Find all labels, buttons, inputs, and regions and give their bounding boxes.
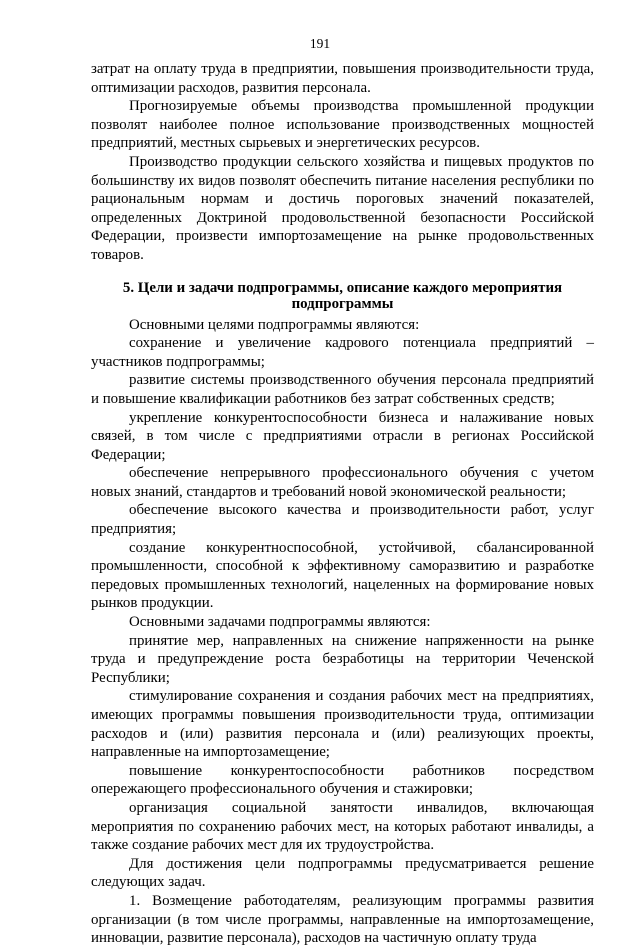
paragraph: Прогнозируемые объемы производства промышленной продукции позволят наиболее полное использование производственных мощностей предприятий, местных сырьевых и энергетических ресурсов. [91,98,594,152]
paragraph: Основными целями подпрограммы являются: [129,316,420,333]
paragraph: обеспечение высокого качества и производительности работ, услуг предприятия; [91,502,594,538]
paragraph: стимулирование сохранения и создания рабочих мест на предприятиях, имеющих программы повышения производительности труда, оптимизации расходов и (или) развития персонала и (или) реализующих проекты, направленные на импортозамещение; [91,688,594,761]
paragraph: Для достижения цели подпрограммы предусматривается решение следующих задач. [91,855,594,891]
paragraph: Производство продукции сельского хозяйства и пищевых продуктов по большинству их видов позволят обеспечить питание населения республики по рациональным нормам и достичь пороговых значений показателей, определенных Доктриной продовольственной безопасности Российской Федерации, произвести импортозамещение на рынке продовольственных товаров. [91,153,594,263]
paragraph: затрат на оплату труда в предприятии, повышения производительности труда, оптимизации расходов, развития персонала. [91,61,594,96]
paragraph: сохранение и увеличение кадрового потенциала предприятий – участников подпрограммы; [91,335,594,370]
paragraph: развитие системы производственного обучения персонала предприятий и повышение квалификации работников без затрат собственных средств; [91,372,594,407]
paragraph: организация социальной занятости инвалидов, включающая мероприятия по сохранению рабочих мест, на которых работают инвалиды, а также создание рабочих мест для их трудоустройства. [91,799,594,854]
page-number: 191 [309,36,331,51]
paragraph: Основными задачами подпрограммы являются: [129,614,431,631]
paragraph: обеспечение непрерывного профессионального обучения с учетом новых знаний, стандартов и требований новой экономической реальности; [91,465,594,500]
paragraph: укрепление конкурентоспособности бизнеса и налаживание новых связей, в том числе с предприятиями отрасли в регионах Российской Федерации; [91,409,594,463]
paragraph: принятие мер, направленных на снижение напряженности на рынке труда и предупреждение роста безработицы на территории Чеченской Республики; [91,632,594,686]
paragraph: 1. Возмещение работодателям, реализующим программы развития организации (в том числе программы, направленные на импортозамещение, инновации, развитие персонала), расходов на частичную оплату труда [91,892,594,947]
section-heading: 5. Цели и задачи подпрограммы, описание каждого мероприятия подпрограммы [122,279,563,312]
paragraph: повышение конкурентоспособности работников посредством опережающего профессионального обучения и стажировки; [91,762,594,798]
page-content [91,60,594,948]
paragraph: создание конкурентноспособной, устойчивой, сбалансированной промышленности, способной к эффективному саморазвитию и разработке передовых промышленных технологий, нацеленных на формирование новых рынков продукции. [91,539,594,612]
